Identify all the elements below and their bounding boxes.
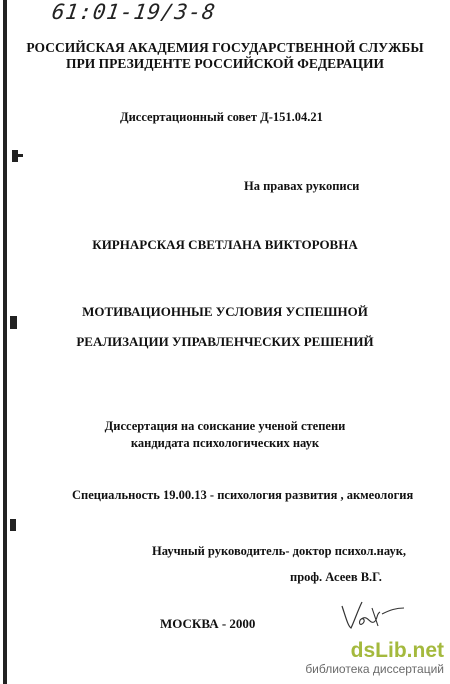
- archive-number: 61:01-19/3-8: [50, 0, 218, 24]
- city-year: МОСКВА - 2000: [160, 616, 256, 631]
- org-line-2: ПРИ ПРЕЗИДЕНТЕ РОССИЙСКОЙ ФЕДЕРАЦИИ: [66, 56, 384, 71]
- supervisor-line-2: проф. Асеев В.Г.: [290, 570, 382, 584]
- watermark: [305, 640, 444, 676]
- scan-mark: [10, 316, 17, 329]
- author-name: КИРНАРСКАЯ СВЕТЛАНА ВИКТОРОВНА: [92, 237, 358, 252]
- scan-mark: [10, 519, 16, 531]
- signature-icon: [338, 596, 408, 632]
- supervisor-line-1: Научный руководитель- доктор психол.наук,: [152, 544, 407, 558]
- title-line-2: РЕАЛИЗАЦИИ УПРАВЛЕНЧЕСКИХ РЕШЕНИЙ: [76, 334, 374, 349]
- watermark-subtitle: библиотека диссертаций: [305, 662, 444, 676]
- specialty: Специальность 19.00.13 - психология развития , акмеология: [72, 488, 414, 502]
- council-code: Диссертационный совет Д-151.04.21: [120, 110, 323, 124]
- degree-line-1: Диссертация на соискание ученой степени: [104, 419, 346, 433]
- degree-line-2: кандидата психологических наук: [130, 436, 320, 450]
- watermark-logo: dsLib.net: [350, 639, 444, 662]
- title-line-1: МОТИВАЦИОННЫЕ УСЛОВИЯ УСПЕШНОЙ: [82, 304, 368, 319]
- org-line-1: РОССИЙСКАЯ АКАДЕМИЯ ГОСУДАРСТВЕННОЙ СЛУЖБЫ: [26, 40, 424, 55]
- rights-note: На правах рукописи: [244, 179, 360, 193]
- scan-mark: [18, 154, 23, 157]
